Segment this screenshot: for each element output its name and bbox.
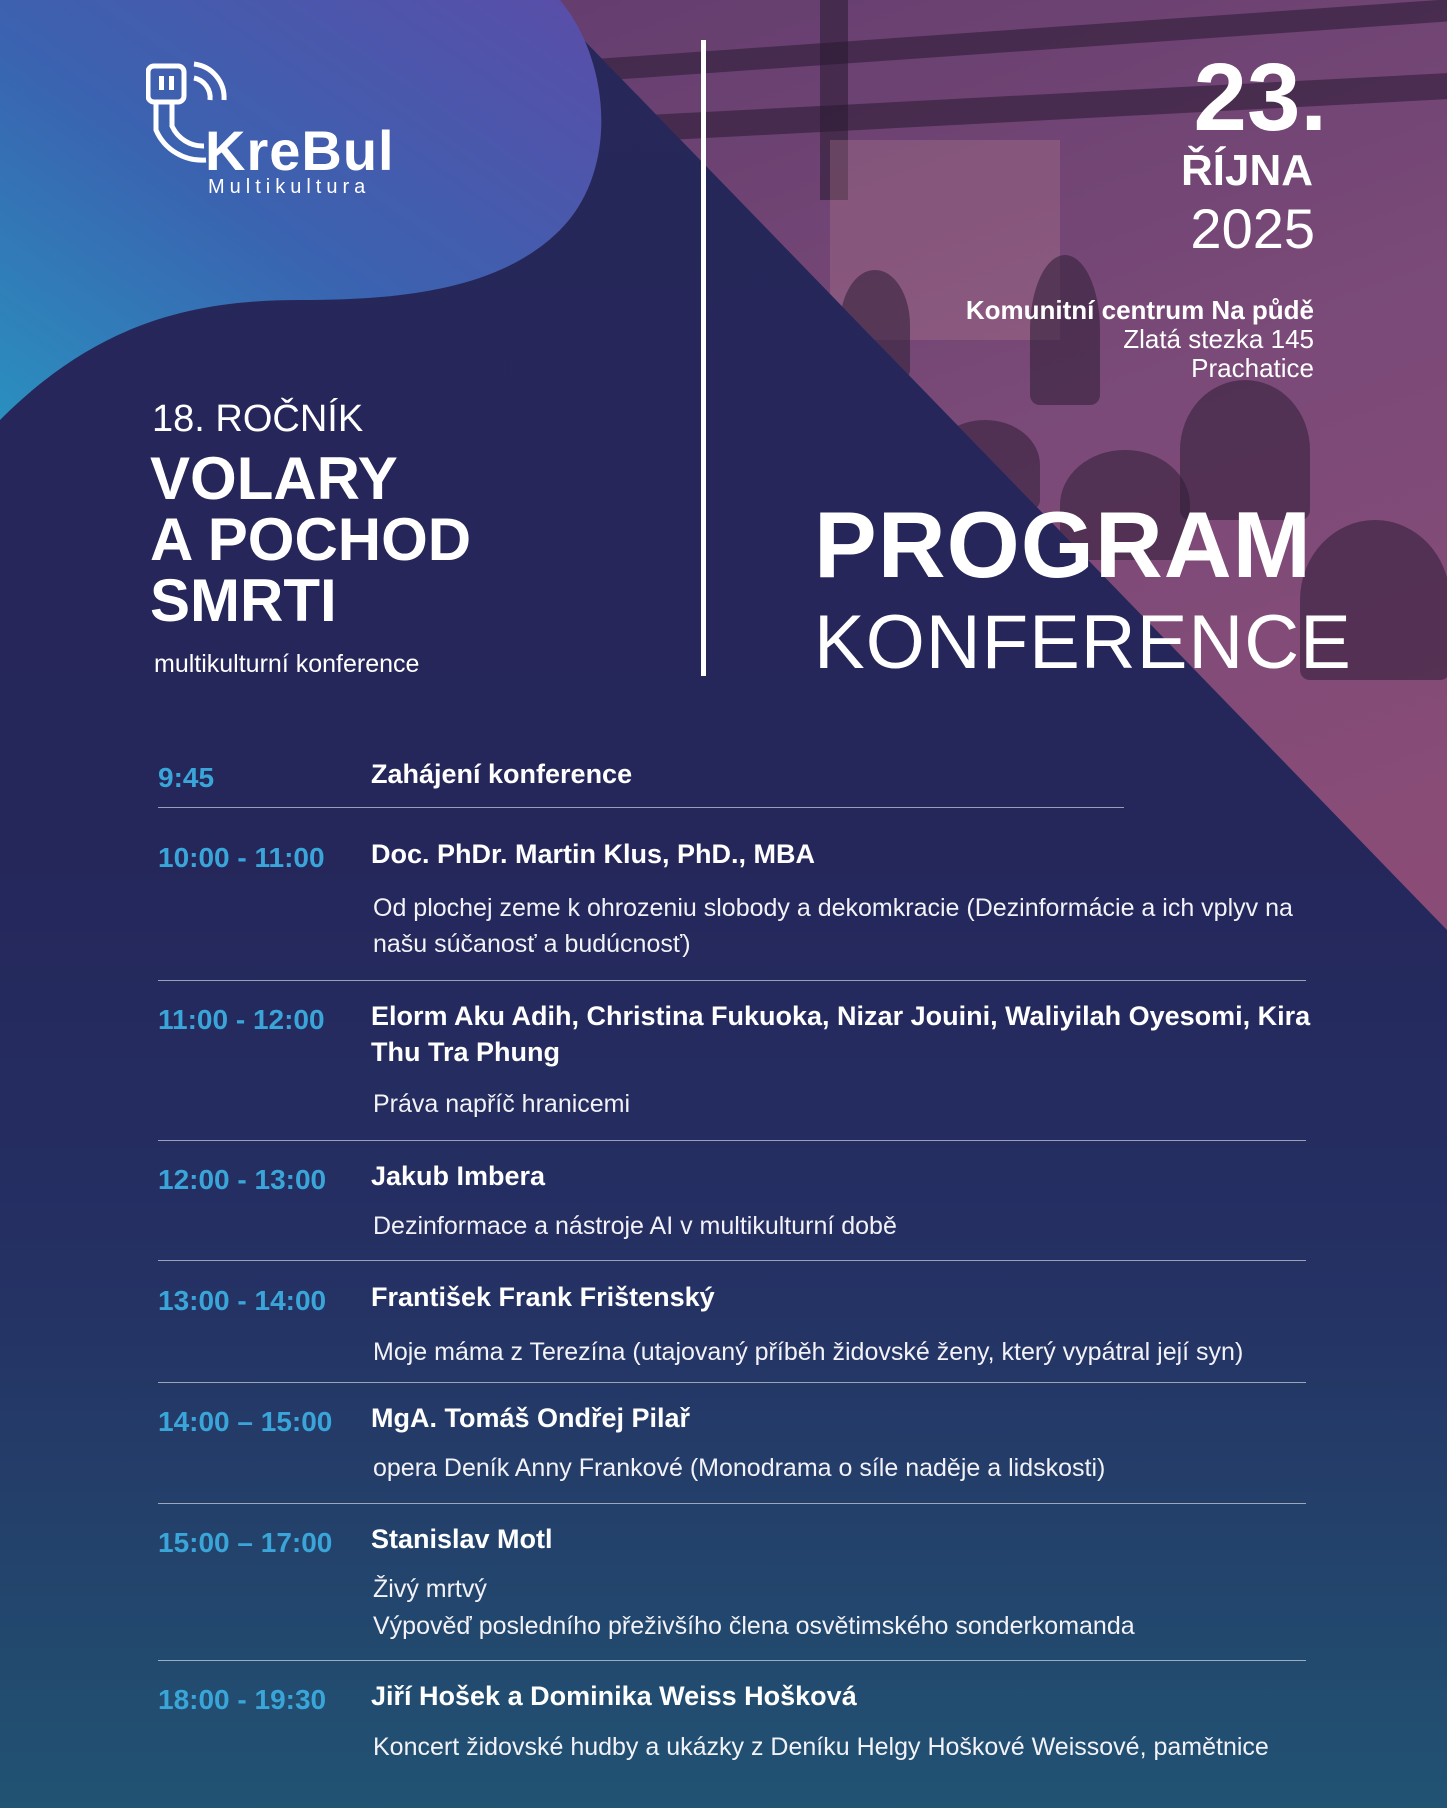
schedule-time: 10:00 - 11:00 — [158, 842, 325, 873]
schedule-time: 14:00 – 15:00 — [158, 1406, 333, 1437]
schedule-speaker: František Frank Frištenský — [371, 1282, 715, 1312]
venue-block — [966, 296, 1314, 383]
schedule-divider — [158, 1260, 1306, 1261]
schedule-time: 11:00 - 12:00 — [158, 1004, 325, 1035]
program-heading: PROGRAM — [814, 492, 1312, 597]
konference-heading: KONFERENCE — [814, 600, 1352, 685]
title-line-1: VOLARY — [150, 445, 398, 512]
schedule-description: Od plochej zeme k ohrozeniu slobody a dekomkracie (Dezinformácie a ich vplyv na našu súčanosť a budúcnosť) — [373, 894, 1293, 958]
logo-name: KreBul — [205, 119, 395, 182]
schedule-speaker: Jiří Hošek a Dominika Weiss Hošková — [371, 1681, 857, 1711]
schedule-time: 13:00 - 14:00 — [158, 1285, 327, 1316]
schedule-divider — [158, 807, 1124, 808]
title-line-2: A POCHOD — [150, 506, 472, 573]
schedule-divider — [158, 1140, 1306, 1141]
edition-label: 18. ROČNÍK — [152, 398, 364, 440]
schedule-time: 18:00 - 19:30 — [158, 1684, 327, 1715]
schedule-divider — [158, 1382, 1306, 1383]
schedule-description: Práva napříč hranicemi — [373, 1090, 631, 1118]
schedule-divider — [158, 980, 1306, 981]
logo-tagline: Multikultura — [208, 176, 371, 198]
schedule-divider — [158, 1660, 1306, 1661]
conference-subtitle: multikulturní konference — [154, 650, 420, 678]
schedule-description: Koncert židovské hudby a ukázky z Deníku Helgy Hoškové Weissové, pamětnice — [373, 1733, 1269, 1761]
schedule-description: Moje máma z Terezína (utajovaný příběh židovské ženy, který vypátral její syn) — [373, 1338, 1244, 1366]
date-day: 23. — [1193, 44, 1327, 151]
conference-title — [150, 445, 472, 634]
schedule-speaker: Jakub Imbera — [371, 1161, 546, 1191]
schedule-description: Dezinformace a nástroje AI v multikulturní době — [373, 1212, 897, 1240]
schedule-time: 12:00 - 13:00 — [158, 1164, 327, 1195]
schedule-speaker: Doc. PhDr. Martin Klus, PhD., MBA — [371, 839, 816, 869]
schedule-time: 9:45 — [158, 762, 215, 793]
schedule-time: 15:00 – 17:00 — [158, 1527, 333, 1558]
schedule-speaker: Elorm Aku Adih, Christina Fukuoka, Nizar Jouini, Waliyilah Oyesomi, Kira Thu Tra Phung — [371, 1001, 1311, 1067]
date-year: 2025 — [1190, 197, 1315, 260]
schedule-description: Živý mrtvý — [373, 1575, 487, 1603]
date-month: ŘÍJNA — [1180, 146, 1313, 195]
vertical-divider — [701, 40, 706, 676]
schedule-divider — [158, 1503, 1306, 1504]
schedule-speaker: MgA. Tomáš Ondřej Pilař — [371, 1403, 691, 1433]
schedule-speaker: Stanislav Motl — [371, 1524, 553, 1554]
venue-city: Prachatice — [1191, 353, 1314, 383]
venue-street: Zlatá stezka 145 — [1123, 324, 1314, 354]
schedule-description: opera Deník Anny Frankové (Monodrama o síle naděje a lidskosti) — [373, 1454, 1106, 1482]
schedule-description: Výpověď posledního přeživšího člena osvětimského sonderkomanda — [373, 1612, 1135, 1640]
title-line-3: SMRTI — [150, 567, 337, 634]
schedule-speaker: Zahájení konference — [371, 759, 633, 789]
venue-name: Komunitní centrum Na půdě — [965, 295, 1314, 325]
